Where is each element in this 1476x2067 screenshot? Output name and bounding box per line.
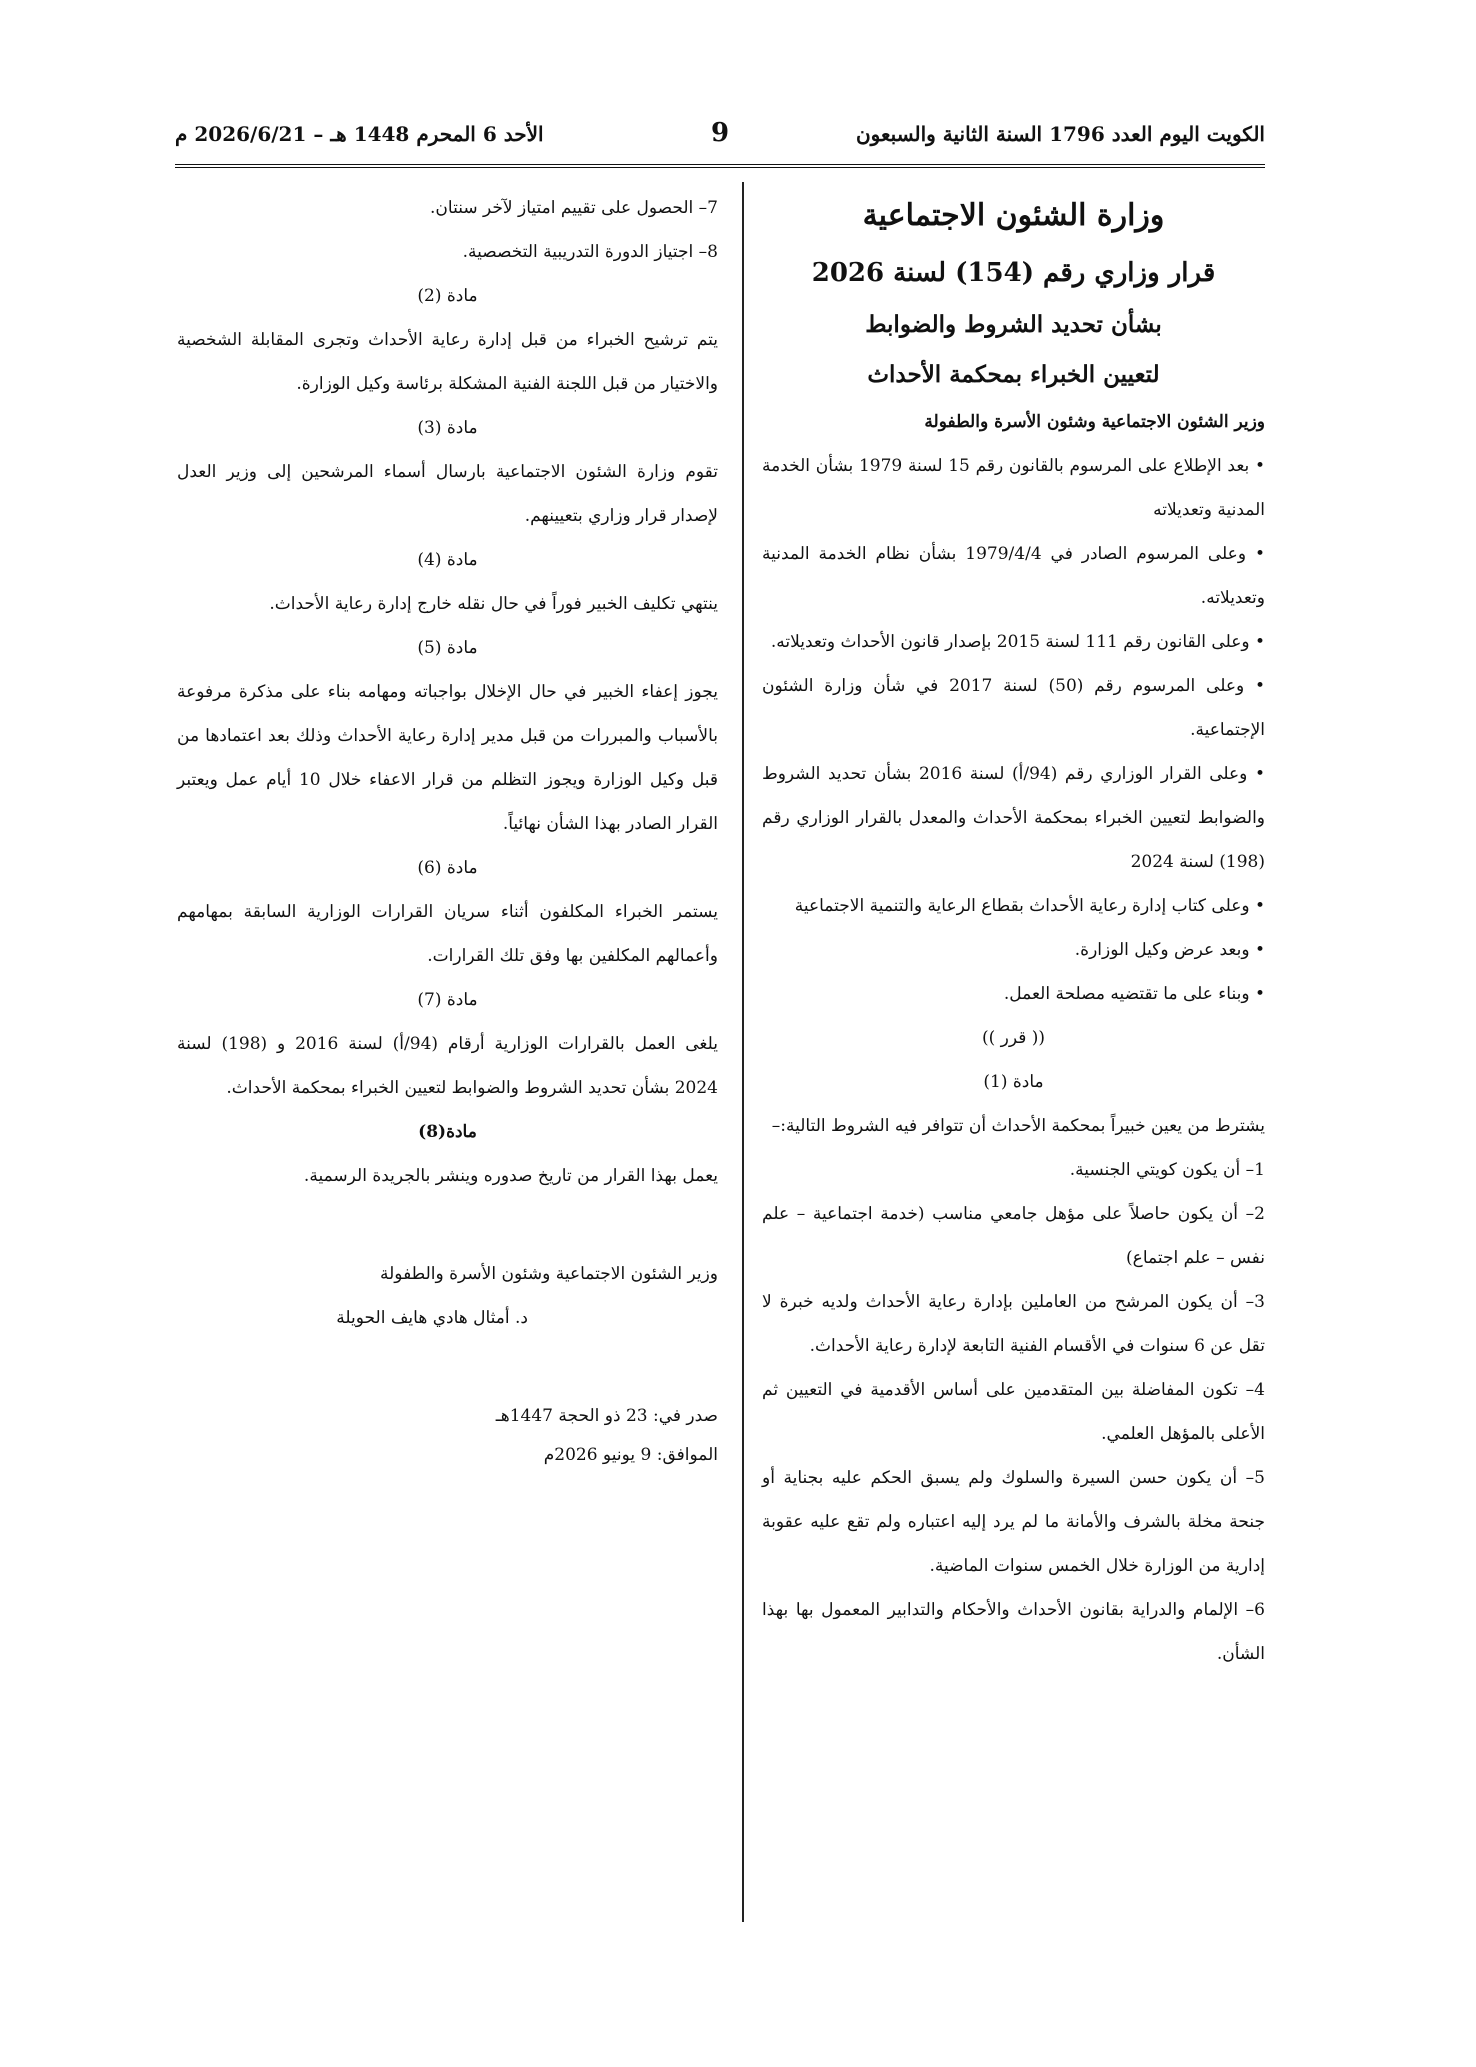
article-text: يشترط من يعين خبيراً بمحكمة الأحداث أن تتوافر فيه الشروط التالية:– (771, 1116, 1265, 1136)
condition-item: 4– تكون المفاضلة بين المتقدمين على أساس الأقدمية في التعيين ثم الأعلى بالمؤهل العلمي. (762, 1380, 1265, 1444)
condition-item: 2– أن يكون حاصلاً على مؤهل جامعي مناسب (خدمة اجتماعية – علم نفس – علم اجتماع) (762, 1204, 1265, 1268)
decided-heading: (( قرر )) (981, 1028, 1046, 1048)
signature-name: د. أمثال هادي هايف الحويلة (336, 1308, 528, 1328)
preamble-item: • وعلى القانون رقم 111 لسنة 2015 بإصدار قانون الأحداث وتعديلاته. (770, 632, 1265, 652)
article-text: يستمر الخبراء المكلفون أثناء سريان القرارات الوزارية السابقة بمهامهم وأعمالهم المكلفين بها وفق تلك القرارات. (177, 902, 718, 966)
condition-item: 6– الإلمام والدراية بقانون الأحداث والأحكام والتدابير المعمول بها بهذا الشأن. (762, 1600, 1265, 1664)
article-text: تقوم وزارة الشئون الاجتماعية بارسال أسماء المرشحين إلى وزير العدل لإصدار قرار وزاري بتعيينهم. (177, 462, 718, 526)
condition-item: 3– أن يكون المرشح من العاملين بإدارة رعاية الأحداث ولديه خبرة لا تقل عن 6 سنوات في الأقسام الفنية التابعة لإدارة رعاية الأحداث. (762, 1292, 1265, 1356)
article-title: مادة (1) (983, 1072, 1044, 1092)
decision-subject-2: لتعيين الخبراء بمحكمة الأحداث (867, 361, 1160, 388)
spacer (177, 1198, 718, 1252)
condition-item: 8– اجتياز الدورة التدريبية التخصصية. (462, 242, 718, 262)
left-column (177, 186, 718, 1472)
minister-intro: وزير الشئون الاجتماعية وشئون الأسرة والطفولة (924, 412, 1265, 432)
article-title: مادة (4) (417, 550, 478, 570)
article-title: مادة (5) (417, 638, 478, 658)
ministry-title: وزارة الشئون الاجتماعية (862, 198, 1165, 233)
page-number: 9 (710, 118, 730, 148)
condition-item: 1– أن يكون كويتي الجنسية. (1069, 1160, 1265, 1180)
preamble-item: • وبناء على ما تقتضيه مصلحة العمل. (1003, 984, 1265, 1004)
issue-date: الأحد 6 المحرم 1448 هـ – 2026/6/21 م (175, 122, 544, 146)
decision-subject-1: بشأن تحديد الشروط والضوابط (865, 311, 1162, 338)
preamble-item: • وعلى المرسوم الصادر في 1979/4/4 بشأن نظام الخدمة المدنية وتعديلاته. (762, 544, 1265, 608)
header-rule (175, 164, 1265, 168)
article-title: مادة (6) (417, 858, 478, 878)
preamble-item: • بعد الإطلاع على المرسوم بالقانون رقم 15 لسنة 1979 بشأن الخدمة المدنية وتعديلاته (762, 456, 1265, 520)
preamble-item: • وعلى القرار الوزاري رقم (94/أ) لسنة 2016 بشأن تحديد الشروط والضوابط لتعيين الخبراء بمحكمة الأحداث والمعدل بالقرار الوزاري رقم (198) لسنة 2024 (762, 764, 1265, 872)
condition-item: 7– الحصول على تقييم امتياز لآخر سنتان. (430, 198, 718, 218)
article-text: يلغى العمل بالقرارات الوزارية أرقام (94/أ) لسنة 2016 و (198) لسنة 2024 بشأن تحديد الشروط والضوابط لتعيين الخبراء بمحكمة الأحداث. (177, 1034, 718, 1098)
gazette-issue: الكويت اليوم العدد 1796 السنة الثانية والسبعون (855, 122, 1265, 146)
article-text: ينتهي تكليف الخبير فوراً في حال نقله خارج إدارة رعاية الأحداث. (269, 594, 718, 614)
article-text: يتم ترشيح الخبراء من قبل إدارة رعاية الأحداث وتجرى المقابلة الشخصية والاختيار من قبل اللجنة الفنية المشكلة برئاسة وكيل الوزارة. (177, 330, 718, 394)
page-header (175, 118, 1265, 164)
decision-title: قرار وزاري رقم (154) لسنة 2026 (811, 258, 1216, 288)
article-text: يجوز إعفاء الخبير في حال الإخلال بواجباته ومهامه بناء على مذكرة مرفوعة بالأسباب والمبررات من قبل مدير إدارة رعاية الأحداث وذلك بعد اعتمادها من قبل وكيل الوزارة ويجوز التظلم من قرار الاعفاء خلال 10 أيام عمل ويعتبر القرار الصادر بهذا الشأن نهائياً. (177, 682, 718, 834)
issued-date: صدر في: 23 ذو الحجة 1447هـ (495, 1406, 718, 1426)
preamble-item: • وعلى كتاب إدارة رعاية الأحداث بقطاع الرعاية والتنمية الاجتماعية (794, 896, 1265, 916)
right-column (762, 186, 1265, 1676)
article-title: مادة (2) (417, 286, 478, 306)
preamble-item: • وبعد عرض وكيل الوزارة. (1074, 940, 1265, 960)
corresponding-date: الموافق: 9 يونيو 2026م (543, 1445, 718, 1465)
signature-title: وزير الشئون الاجتماعية وشئون الأسرة والطفولة (380, 1264, 718, 1284)
preamble-item: • وعلى المرسوم رقم (50) لسنة 2017 في شأن وزارة الشئون الإجتماعية. (762, 676, 1266, 740)
article-title: مادة(8) (418, 1122, 477, 1142)
condition-item: 5– أن يكون حسن السيرة والسلوك ولم يسبق الحكم عليه بجناية أو جنحة مخلة بالشرف والأمانة ما لم يرد إليه اعتباره ولم تقع عليه عقوبة إدارية من الوزارة خلال الخمس سنوات الماضية. (762, 1468, 1265, 1576)
column-divider (742, 182, 744, 1922)
article-title: مادة (7) (417, 990, 478, 1010)
article-text: يعمل بهذا القرار من تاريخ صدوره وينشر بالجريدة الرسمية. (303, 1166, 718, 1186)
article-title: مادة (3) (417, 418, 478, 438)
spacer (177, 1340, 718, 1394)
